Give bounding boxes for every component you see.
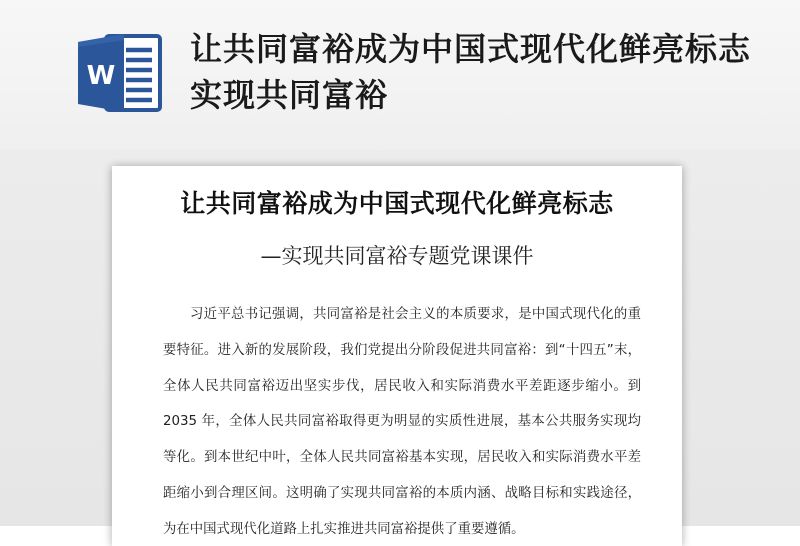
document-page xyxy=(112,166,682,546)
svg-text:W: W xyxy=(86,61,116,91)
word-document-icon xyxy=(76,30,164,116)
header-title: 让共同富裕成为中国式现代化鲜亮标志实现共同富裕 xyxy=(190,30,752,114)
document-subtitle: —实现共同富裕专题党课课件 xyxy=(260,244,534,268)
document-title: 让共同富裕成为中国式现代化鲜亮标志 xyxy=(180,189,614,218)
document-body-paragraph: 习近平总书记强调，共同富裕是社会主义的本质要求，是中国式现代化的重要特征。进入新的发展阶段，我们党提出分阶段促进共同富裕：到“十四五”末，全体人民共同富裕迈出坚实步伐，居民收入和实际消费水平差距逐步缩小。到2035 年，全体人民共同富裕取得更为明显的实质性进展，基本公共服务实现均等化。到本世纪中叶，全体人民共同富裕基本实现，居民收入和实际消费水平差距缩小到合理区间。这明确了实现共同富裕的本质内涵、战略目标和实践途径，为在中国式现代化道路上扎实推进共同富裕提供了重要遵循。 xyxy=(163,307,641,537)
